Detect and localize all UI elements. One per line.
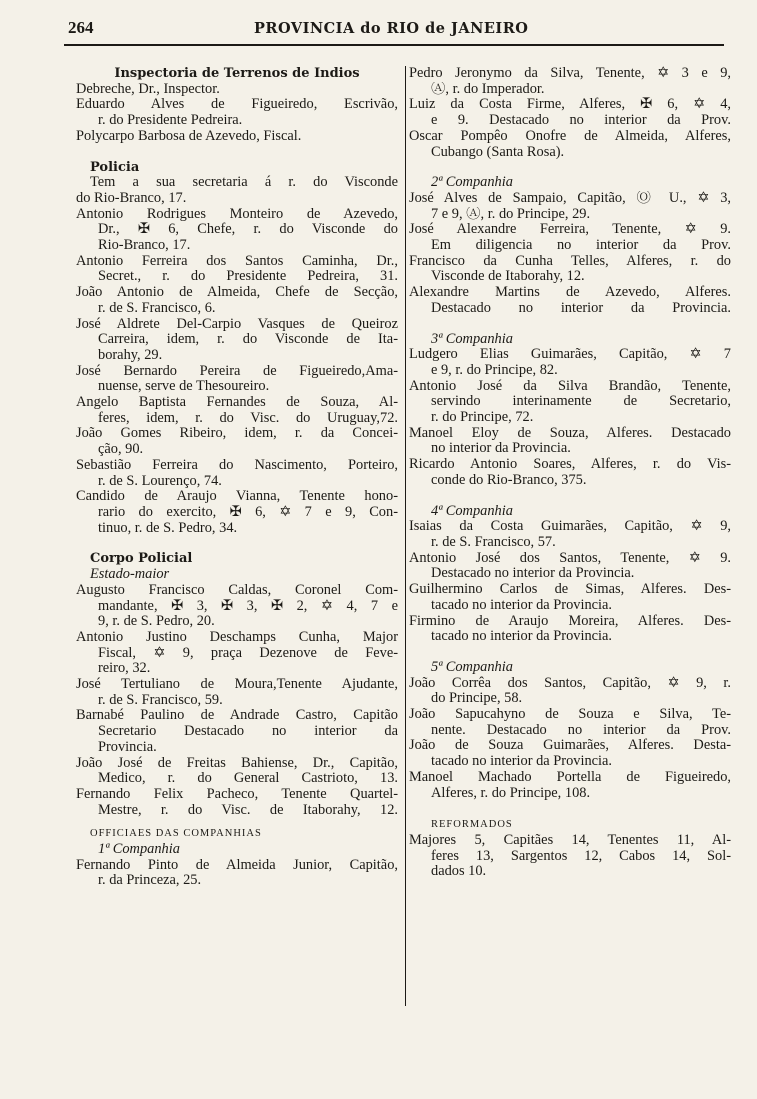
text-line: João de Souza Guimarães, Alferes. Desta- xyxy=(409,738,731,754)
text-line: Secret., r. do Presidente Pedreira, 31. xyxy=(98,269,398,285)
text-line: João Corrêa dos Santos, Capitão, ✡ 9, r. xyxy=(409,675,731,691)
spacer xyxy=(409,645,731,660)
text-line: r. de S. Francisco, 6. xyxy=(98,300,216,316)
subsection-heading: 4ª Companhia xyxy=(431,503,513,519)
spacer xyxy=(409,317,731,332)
text-line: José Bernardo Pereira de Figueiredo,Ama- xyxy=(76,363,398,379)
text-line: Oscar Pompêo Onofre de Almeida, Alferes, xyxy=(409,128,731,144)
text-line: Rio-Branco, 17. xyxy=(98,238,191,254)
text-line: Guilhermino Carlos de Simas, Alferes. Des- xyxy=(409,582,731,598)
text-line: nente. Destacado no interior da Prov. xyxy=(431,722,731,738)
text-line: Manoel Machado Portella de Figueiredo, xyxy=(409,769,731,785)
text-line: Ⓐ, r. do Imperador. xyxy=(431,81,545,97)
text-line: João Gomes Ribeiro, idem, r. da Concei- xyxy=(76,426,398,442)
text-line: ção, 90. xyxy=(98,442,144,458)
text-line: r. de S. Francisco, 57. xyxy=(431,534,556,550)
text-line: Fernando Pinto de Almeida Junior, Capitão, xyxy=(76,857,398,873)
text-line: do Rio-Branco, 17. xyxy=(76,190,187,206)
text-line: r. do Principe, 72. xyxy=(431,410,534,426)
running-title: PROVINCIA do RIO de JANEIRO xyxy=(254,20,529,37)
text-line: conde do Rio-Branco, 375. xyxy=(431,472,587,488)
section-heading: Inspectoria de Terrenos de Indios xyxy=(114,66,360,81)
text-line: borahy, 29. xyxy=(98,347,163,363)
text-line: Antonio José dos Santos, Tenente, ✡ 9. xyxy=(409,550,731,566)
text-line: Cubango (Santa Rosa). xyxy=(431,144,565,160)
text-line: Candido de Araujo Vianna, Tenente hono- xyxy=(76,489,398,505)
text-line: Ludgero Elias Guimarães, Capitão, ✡ 7 xyxy=(409,347,731,363)
text-line: Destacado no interior da Provincia. xyxy=(431,566,635,582)
text-line: tacado no interior da Provincia. xyxy=(431,754,613,770)
text-line: no interior da Provincia. xyxy=(431,441,571,457)
text-line: e 9, r. do Principe, 82. xyxy=(431,362,558,378)
text-line: do Principe, 58. xyxy=(431,691,523,707)
text-line: r. de S. Francisco, 59. xyxy=(98,692,223,708)
text-line: Fernando Felix Pacheco, Tenente Quartel- xyxy=(76,786,398,802)
text-line: Manoel Eloy de Souza, Alferes. Destacado xyxy=(409,425,731,441)
subsection-heading: 3ª Companhia xyxy=(431,331,513,347)
text-line: 7 e 9, Ⓐ, r. do Principe, 29. xyxy=(431,206,591,222)
page-number: 264 xyxy=(68,18,94,37)
text-line: João José de Freitas Bahiense, Dr., Capitão, xyxy=(76,755,398,771)
text-line: Luiz da Costa Firme, Alferes, ✠ 6, ✡ 4, xyxy=(409,97,731,113)
spacer xyxy=(409,489,731,504)
text-line: e 9. Destacado no interior da Prov. xyxy=(431,113,731,129)
text-line: Eduardo Alves de Figueiredo, Escrivão, xyxy=(76,97,398,113)
text-line: feres, idem, r. do Visc. do Uruguay,72. xyxy=(98,410,398,426)
text-line: Sebastião Ferreira do Nascimento, Porteiro, xyxy=(76,457,398,473)
text-line: José Aldrete Del-Carpio Vasques de Queiroz xyxy=(76,316,398,332)
section-heading: Corpo Policial xyxy=(90,551,193,567)
spacer xyxy=(76,145,398,160)
text-line: Polycarpo Barbosa de Azevedo, Fiscal. xyxy=(76,128,302,144)
text-line: Carreira, idem, r. do Visconde de Ita- xyxy=(98,332,398,348)
text-line: Augusto Francisco Caldas, Coronel Com- xyxy=(76,582,398,598)
text-line: Alexandre Martins de Azevedo, Alferes. xyxy=(409,285,731,301)
text-line: r. da Princeza, 25. xyxy=(98,873,202,889)
text-line: Medico, r. do General Castrioto, 13. xyxy=(98,771,398,787)
text-line: Tem a sua secretaria á r. do Visconde xyxy=(90,175,398,191)
text-line: dados 10. xyxy=(431,864,487,880)
text-line: José Tertuliano de Moura,Tenente Ajudante, xyxy=(76,677,398,693)
text-line: r. do Presidente Pedreira. xyxy=(98,113,243,129)
text-line: Mestre, r. do Visc. de Itaborahy, 12. xyxy=(98,802,398,818)
text-line: Isaias da Costa Guimarães, Capitão, ✡ 9, xyxy=(409,519,731,535)
subsection-heading: 2ª Companhia xyxy=(431,175,513,191)
spacer xyxy=(409,809,731,817)
subsection-heading: 5ª Companhia xyxy=(431,659,513,675)
text-line: Alferes, r. do Principe, 108. xyxy=(431,785,591,801)
text-line: nuense, serve de Thesoureiro. xyxy=(98,379,270,395)
spacer xyxy=(76,536,398,551)
text-line: José Alves de Sampaio, Capitão, Ⓞ U., ✡ 3, xyxy=(409,190,731,206)
text-line: Provincia. xyxy=(98,739,157,755)
text-line: 9, r. de S. Pedro, 20. xyxy=(98,614,215,630)
text-line: Angelo Baptista Fernandes de Souza, Al- xyxy=(76,395,398,411)
text-line: rario do exercito, ✠ 6, ✡ 7 e 9, Con- xyxy=(98,504,398,520)
text-line: Em diligencia no interior da Prov. xyxy=(431,238,731,254)
text-line: Antonio Ferreira dos Santos Caminha, Dr., xyxy=(76,253,398,269)
text-line: Ricardo Antonio Soares, Alferes, r. do Vis- xyxy=(409,457,731,473)
text-line: tacado no interior da Provincia. xyxy=(431,597,613,613)
spacer xyxy=(409,160,731,175)
column-divider xyxy=(405,66,406,1006)
section-heading: Policia xyxy=(90,159,140,175)
text-line: Antonio Justino Deschamps Cunha, Major xyxy=(76,629,398,645)
text-line: Barnabé Paulino de Andrade Castro, Capitão xyxy=(76,708,398,724)
text-line: Debreche, Dr., Inspector. xyxy=(76,81,220,97)
text-line: Majores 5, Capitães 14, Tenentes 11, Al- xyxy=(409,832,731,848)
right-column xyxy=(409,66,731,880)
spacer xyxy=(76,818,398,826)
text-line: Firmino de Araujo Moreira, Alferes. Des- xyxy=(409,613,731,629)
text-line: tinuo, r. de S. Pedro, 34. xyxy=(98,520,238,536)
page-header xyxy=(64,18,724,46)
subsection-heading: Estado-maior xyxy=(90,567,170,583)
text-line: Dr., ✠ 6, Chefe, r. do Visconde do xyxy=(98,222,398,238)
subsection-heading: 1ª Companhia xyxy=(98,842,180,858)
text-line: reiro, 32. xyxy=(98,661,151,677)
spacer xyxy=(409,801,731,809)
text-line: Visconde de Itaborahy, 12. xyxy=(431,269,585,285)
caps-heading: REFORMADOS xyxy=(431,819,513,831)
text-line: feres 13, Sargentos 12, Cabos 14, Sol- xyxy=(431,848,731,864)
text-line: Francisco da Cunha Telles, Alferes, r. do xyxy=(409,253,731,269)
left-column xyxy=(76,66,398,889)
text-line: tacado no interior da Provincia. xyxy=(431,629,613,645)
text-line: Fiscal, ✡ 9, praça Dezenove de Feve- xyxy=(98,645,398,661)
text-line: Secretario Destacado no interior da xyxy=(98,724,398,740)
text-line: João Sapucahyno de Souza e Silva, Te- xyxy=(409,707,731,723)
text-line: Antonio Rodrigues Monteiro de Azevedo, xyxy=(76,206,398,222)
text-line: servindo interinamente de Secretario, xyxy=(431,394,731,410)
text-line: Pedro Jeronymo da Silva, Tenente, ✡ 3 e 9, xyxy=(409,66,731,81)
text-line: José Alexandre Ferreira, Tenente, ✡ 9. xyxy=(409,222,731,238)
text-line: r. de S. Lourenço, 74. xyxy=(98,473,222,489)
text-line: mandante, ✠ 3, ✠ 3, ✠ 2, ✡ 4, 7 e xyxy=(98,598,398,614)
text-line: Destacado no interior da Provincia. xyxy=(431,300,731,316)
text-line: Antonio José da Silva Brandão, Tenente, xyxy=(409,378,731,394)
text-line: João Antonio de Almeida, Chefe de Secção, xyxy=(76,285,398,301)
caps-heading: OFFICIAES DAS COMPANHIAS xyxy=(90,828,262,840)
